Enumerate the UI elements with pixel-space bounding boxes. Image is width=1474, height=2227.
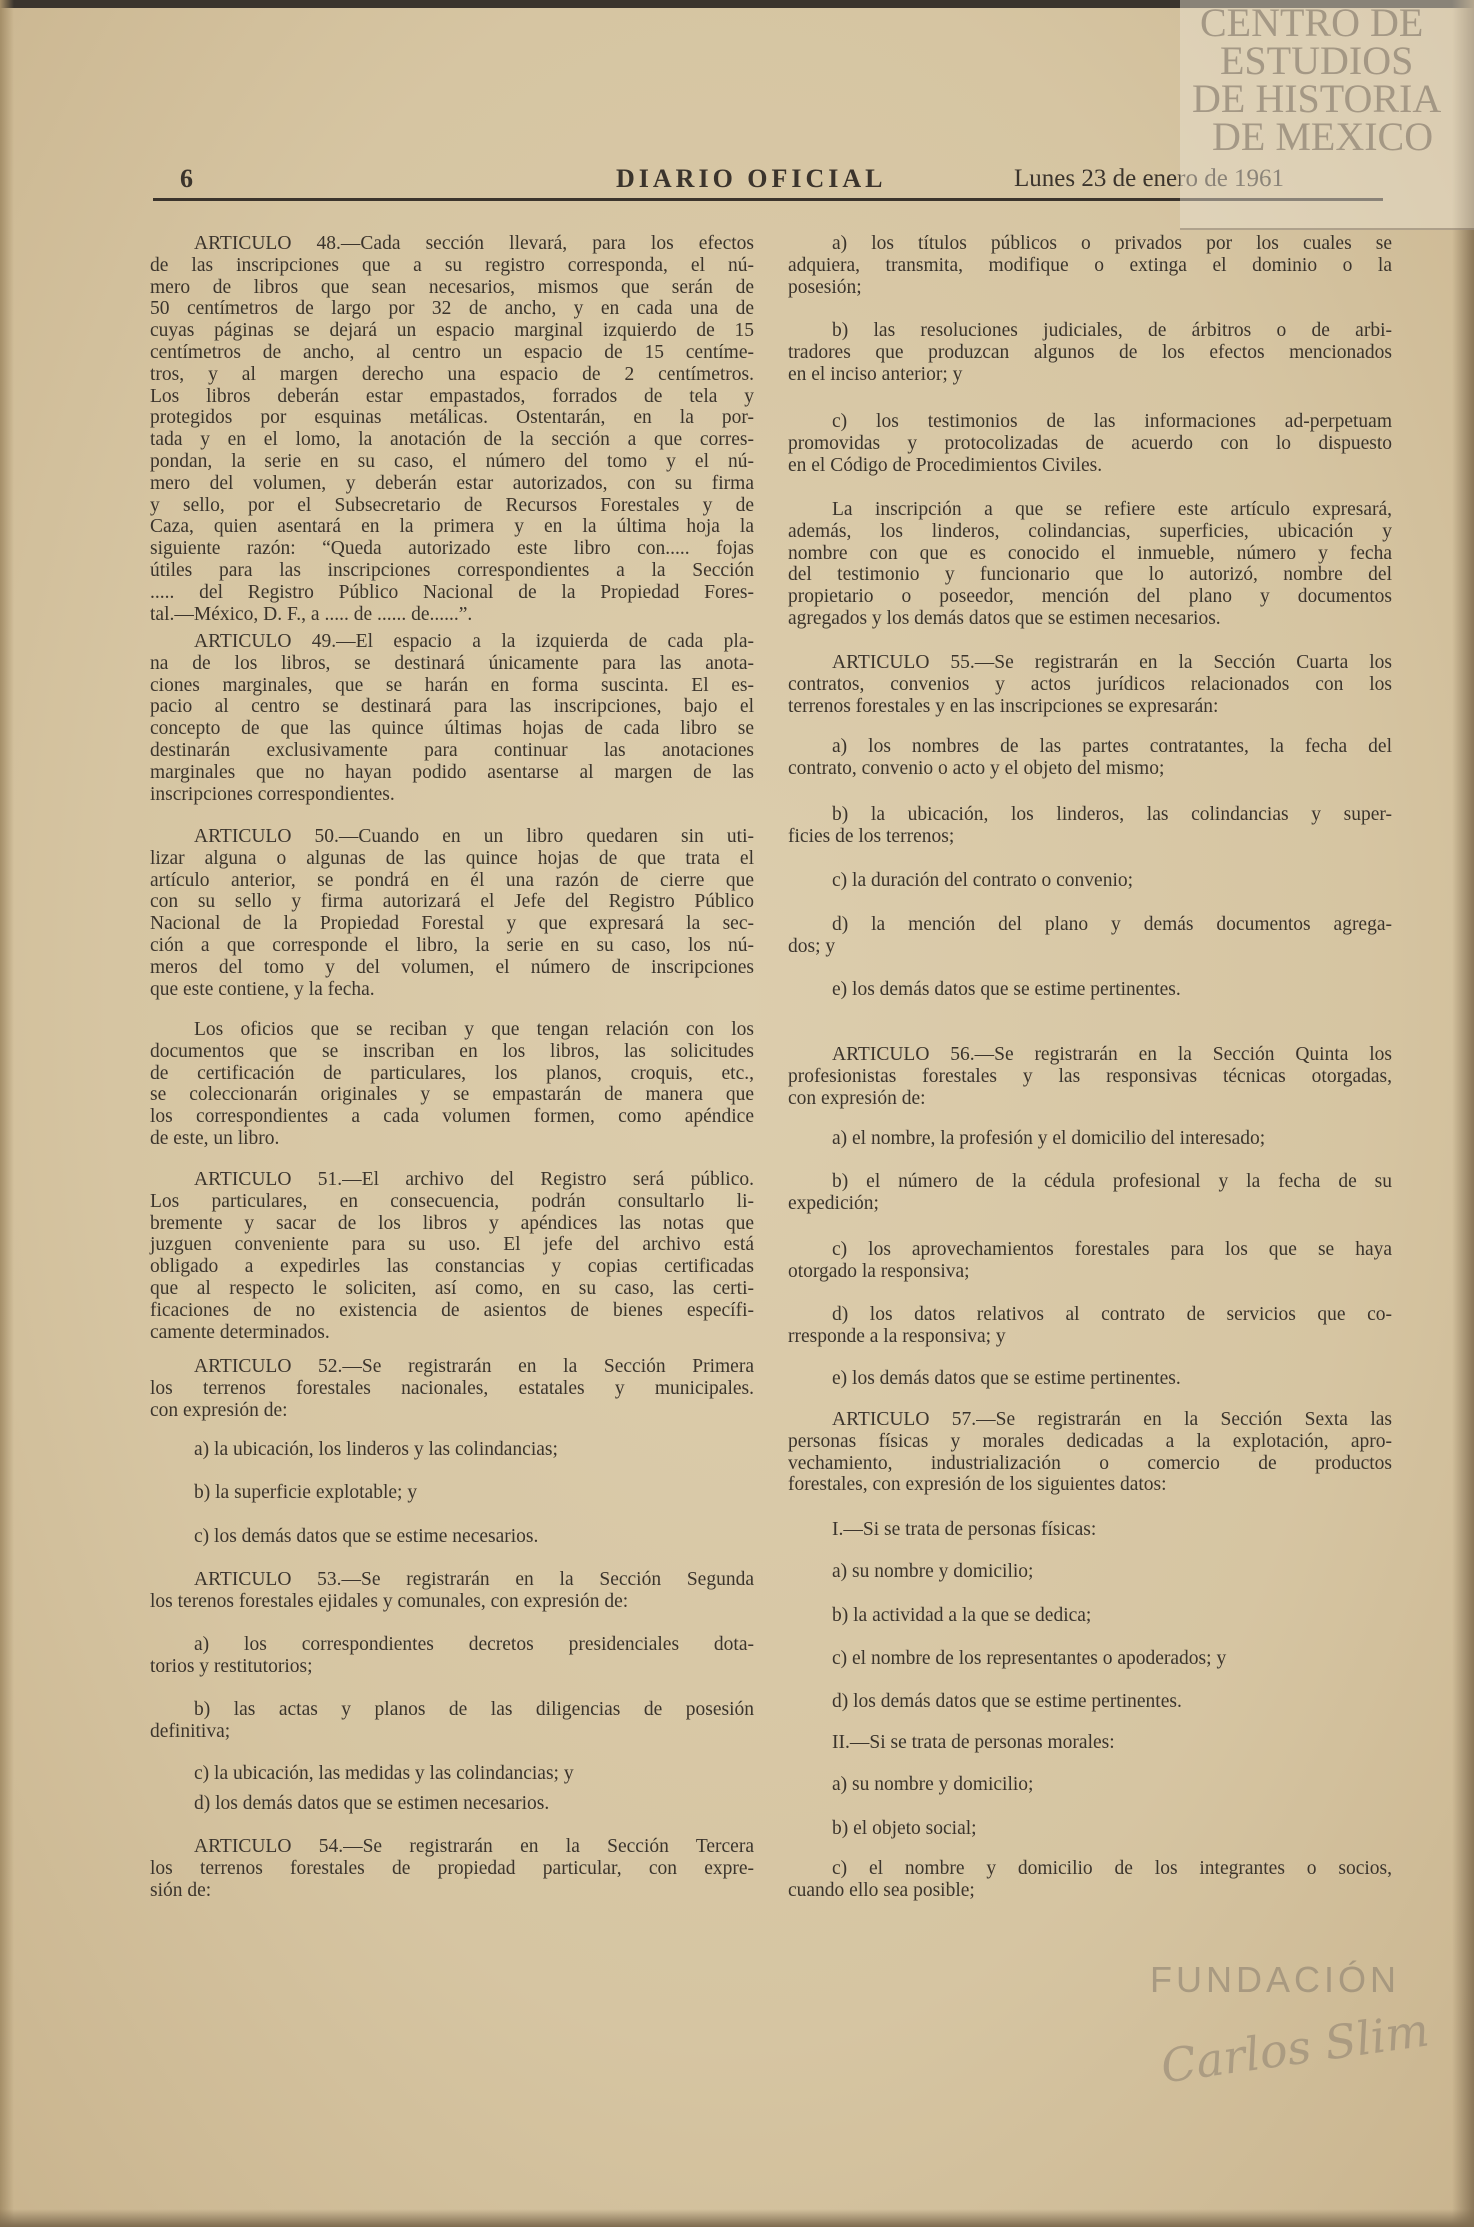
text-line: en el Código de Procedimientos Civiles. — [788, 454, 1103, 476]
text-line: ficies de los terrenos; — [788, 825, 955, 847]
text-line: a) los títulos públicos o privados por los cuales se — [832, 233, 1392, 254]
text-line: marginales que no hayan podido asentarse al margen de las — [150, 761, 754, 783]
text-line: que al respecto le soliciten, así como, en su caso, las certi- — [150, 1277, 754, 1299]
paragraph — [788, 870, 1392, 892]
text-line: en el inciso anterior; y — [788, 363, 963, 385]
paragraph — [788, 411, 1392, 476]
text-line: c) la ubicación, las medidas y las colindancias; y — [194, 1763, 574, 1784]
text-line: rresponde a la responsiva; y — [788, 1325, 1006, 1347]
paragraph — [788, 499, 1392, 630]
issue-date: Lunes 23 de enero de 1961 — [1014, 165, 1285, 192]
text-line: concepto de que las quince últimas hojas de cada libro se — [150, 718, 754, 740]
paragraph — [150, 1356, 754, 1421]
paragraph — [788, 1648, 1392, 1670]
paragraph — [150, 1019, 754, 1150]
text-line: definitiva; — [150, 1720, 231, 1742]
text-line: lizar alguna o algunas de las quince hojas de que trata el — [150, 847, 754, 869]
text-line: La inscripción a que se refiere este artículo expresará, — [832, 499, 1392, 520]
page-right-edge — [1452, 0, 1474, 2227]
text-line: adquiera, transmita, modifique o extinga el dominio o la — [788, 254, 1392, 276]
text-line: destinarán exclusivamente para continuar las anotaciones — [150, 739, 754, 761]
text-line: los terenos forestales ejidales y comunales, con expresión de: — [150, 1590, 629, 1612]
paragraph — [788, 1818, 1392, 1840]
paragraph — [788, 1239, 1392, 1283]
text-line: de certificación de particulares, los planos, croquis, etc., — [150, 1062, 754, 1084]
paragraph — [788, 1128, 1392, 1150]
text-line: profesionistas forestales y las responsivas técnicas otorgadas, — [788, 1065, 1392, 1087]
text-line: ficaciones de no existencia de asientos de bienes específi- — [150, 1299, 754, 1321]
text-line: b) la actividad a la que se dedica; — [832, 1605, 1092, 1626]
paragraph — [788, 1368, 1392, 1390]
text-line: Los libros deberán estar empastados, forrados de tela y — [150, 385, 754, 407]
text-line: a) los nombres de las partes contratantes, la fecha del — [832, 736, 1392, 757]
text-line: agregados y los demás datos que se estimen necesarios. — [788, 607, 1221, 629]
text-line: Los particulares, en consecuencia, podrán consultarlo li- — [150, 1190, 754, 1212]
watermark-divider — [1180, 228, 1474, 230]
paragraph — [788, 1691, 1392, 1713]
text-line: b) la superficie explotable; y — [194, 1482, 418, 1503]
text-line: Los oficios que se reciban y que tengan relación con los — [194, 1019, 754, 1040]
paragraph — [788, 1171, 1392, 1215]
text-line: además, los linderos, colindancias, superficies, ubicación y — [788, 520, 1392, 542]
paragraph — [150, 1634, 754, 1678]
text-line: y sello, por el Subsecretario de Recursos Forestales y de — [150, 494, 754, 516]
text-line: ARTICULO 49.—El espacio a la izquierda de cada pla- — [194, 631, 754, 652]
page-left-edge — [0, 0, 14, 2227]
text-line: b) la ubicación, los linderos, las colindancias y super- — [832, 804, 1392, 825]
text-line: siguiente razón: “Queda autorizado este libro con..... fojas — [150, 538, 754, 560]
text-line: Nacional de la Propiedad Forestal y que expresará la sec- — [150, 913, 754, 935]
text-line: c) la duración del contrato o convenio; — [832, 870, 1134, 891]
text-line: sión de: — [150, 1879, 212, 1901]
text-line: ARTICULO 54.—Se registrarán en la Sección Tercera — [194, 1836, 754, 1857]
text-line: útiles para las inscripciones correspondientes a la Sección — [150, 559, 754, 581]
text-line: terrenos forestales y en las inscripciones se expresarán: — [788, 695, 1219, 717]
text-line: ..... del Registro Público Nacional de la Propiedad Fores- — [150, 581, 754, 603]
text-line: b) las actas y planos de las diligencias de posesión — [194, 1699, 754, 1720]
text-line: d) los demás datos que se estime pertinentes. — [832, 1691, 1182, 1712]
text-line: ARTICULO 55.—Se registrarán en la Sección Cuarta los — [832, 652, 1392, 673]
paragraph — [788, 736, 1392, 780]
text-line: pacio al centro se destinará para las inscripciones, bajo el — [150, 696, 754, 718]
text-line: tal.—México, D. F., a ..... de ...... de......”. — [150, 603, 473, 625]
paragraph — [150, 1526, 754, 1548]
paragraph — [788, 1858, 1392, 1902]
text-line: ARTICULO 48.—Cada sección llevará, para los efectos — [194, 233, 754, 254]
text-line: propietario o poseedor, mención del plano y documentos — [788, 586, 1392, 608]
text-line: mero de libros que sean necesarios, mismos que serán de — [150, 276, 754, 298]
text-line: a) su nombre y domicilio; — [832, 1774, 1034, 1795]
text-line: del testimonio y funcionario que lo autorizó, nombre del — [788, 564, 1392, 586]
text-line: b) el objeto social; — [832, 1818, 977, 1839]
paragraph — [788, 1732, 1392, 1754]
text-line: 50 centímetros de largo por 32 de ancho, y en cada una de — [150, 298, 754, 320]
watermark-line: ESTUDIOS — [1220, 38, 1414, 83]
text-line: artículo anterior, se pondrá en él una razón de cierre que — [150, 869, 754, 891]
paragraph — [788, 652, 1392, 717]
text-line: con expresión de: — [150, 1399, 288, 1421]
paragraph — [150, 1763, 754, 1785]
text-line: c) los testimonios de las informaciones ad-perpetuam — [832, 411, 1392, 432]
text-line: pondan, la serie en su caso, el número del tomo y el nú- — [150, 450, 754, 472]
watermark-line: CENTRO DE — [1200, 0, 1424, 45]
text-line: ARTICULO 51.—El archivo del Registro será público. — [194, 1169, 754, 1190]
text-line: promovidas y protocolizadas de acuerdo con lo dispuesto — [788, 432, 1392, 454]
watermark-line: DE MEXICO — [1212, 114, 1434, 159]
paragraph — [150, 1699, 754, 1743]
text-line: b) el número de la cédula profesional y la fecha de su — [832, 1171, 1392, 1192]
text-line: a) su nombre y domicilio; — [832, 1561, 1034, 1582]
paragraph — [788, 1774, 1392, 1796]
text-line: posesión; — [788, 276, 862, 298]
paragraph — [150, 631, 754, 805]
text-line: c) el nombre y domicilio de los integrantes o socios, — [832, 1858, 1392, 1879]
masthead-title: DIARIO OFICIAL — [616, 164, 887, 193]
page-bottom-edge — [0, 2209, 1474, 2227]
text-line: contratos, convenios y actos jurídicos relacionados con los — [788, 673, 1392, 695]
text-line: tros, y al margen derecho una espacio de 2 centímetros. — [150, 363, 754, 385]
text-line: con su sello y firma autorizará el Jefe del Registro Público — [150, 891, 754, 913]
text-line: na de los libros, se destinará únicamente para las anota- — [150, 652, 754, 674]
paragraph — [788, 979, 1392, 1001]
text-line: bremente y sacar de los libros y apéndices las notas que — [150, 1212, 754, 1234]
text-line: protegidos por esquinas metálicas. Ostentarán, en la por- — [150, 407, 754, 429]
text-line: los correspondientes a cada volumen formen, como apéndice — [150, 1106, 754, 1128]
paragraph — [788, 1409, 1392, 1496]
text-line: nombre con que es conocido el inmueble, número y fecha — [788, 542, 1392, 564]
text-line: documentos que se inscriban en los libros, las solicitudes — [150, 1040, 754, 1062]
text-line: camente determinados. — [150, 1321, 330, 1343]
paragraph — [150, 1439, 754, 1461]
text-line: ARTICULO 53.—Se registrarán en la Sección Segunda — [194, 1569, 754, 1590]
text-line: centímetros de ancho, al centro un espacio de 15 centíme- — [150, 341, 754, 363]
text-line: tradores que produzcan algunos de los efectos mencionados — [788, 341, 1392, 363]
text-line: obligado a expedirles las constancias y copias certificadas — [150, 1256, 754, 1278]
text-line: c) el nombre de los representantes o apoderados; y — [832, 1648, 1227, 1669]
text-line: otorgado la responsiva; — [788, 1260, 970, 1282]
text-line: que este contiene, y la fecha. — [150, 978, 375, 1000]
text-line: ARTICULO 52.—Se registrarán en la Sección Primera — [194, 1356, 754, 1377]
paragraph — [788, 1561, 1392, 1583]
text-line: vechamiento, industrialización o comercio de productos — [788, 1452, 1392, 1474]
text-line: ARTICULO 50.—Cuando en un libro quedaren sin uti- — [194, 826, 754, 847]
text-line: ARTICULO 56.—Se registrarán en la Sección Quinta los — [832, 1044, 1392, 1065]
text-line: juzguen conveniente para su uso. El jefe del archivo está — [150, 1234, 754, 1256]
text-line: Caza, quien asentará en la primera y en la última hoja la — [150, 516, 754, 538]
watermark-signature: Carlos Slim — [1157, 2002, 1433, 2094]
paragraph — [788, 804, 1392, 848]
text-line: d) los datos relativos al contrato de servicios que co- — [832, 1304, 1392, 1325]
text-line: los terrenos forestales de propiedad particular, con expre- — [150, 1857, 754, 1879]
text-line: de este, un libro. — [150, 1127, 280, 1149]
text-line: forestales, con expresión de los siguientes datos: — [788, 1474, 1167, 1496]
text-line: a) la ubicación, los linderos y las colindancias; — [194, 1439, 558, 1460]
paragraph — [788, 914, 1392, 958]
paragraph — [150, 1482, 754, 1504]
paragraph — [788, 1519, 1392, 1541]
paragraph — [150, 1169, 754, 1343]
paragraph — [150, 1569, 754, 1613]
text-line: torios y restitutorios; — [150, 1655, 313, 1677]
text-line: cuando ello sea posible; — [788, 1879, 975, 1901]
text-line: meros del tomo y del volumen, el número de inscripciones — [150, 956, 754, 978]
text-line: ciones marginales, que se harán en forma suscinta. El es- — [150, 674, 754, 696]
text-line: tada y en el lomo, la anotación de la sección a que corres- — [150, 429, 754, 451]
text-line: expedición; — [788, 1192, 879, 1214]
text-line: a) los correspondientes decretos presidenciales dota- — [194, 1634, 754, 1655]
paragraph — [150, 1793, 754, 1815]
text-line: contrato, convenio o acto y el objeto del mismo; — [788, 757, 1165, 779]
paragraph — [150, 233, 754, 625]
text-line: ción a que corresponde el libro, la serie en su caso, los nú- — [150, 934, 754, 956]
paragraph — [788, 1044, 1392, 1109]
text-line: con expresión de: — [788, 1087, 926, 1109]
text-line: dos; y — [788, 935, 836, 957]
watermark-line: DE HISTORIA — [1192, 76, 1442, 121]
text-line: b) las resoluciones judiciales, de árbitros o de arbi- — [832, 320, 1392, 341]
text-line: ARTICULO 57.—Se registrarán en la Sección Sexta las — [832, 1409, 1392, 1430]
text-line: c) los aprovechamientos forestales para los que se haya — [832, 1239, 1392, 1260]
text-line: inscripciones correspondientes. — [150, 783, 395, 805]
text-line: cuyas páginas se dejará un espacio marginal izquierdo de 15 — [150, 320, 754, 342]
paragraph — [788, 320, 1392, 385]
text-line: a) el nombre, la profesión y el domicilio del interesado; — [832, 1128, 1266, 1149]
text-line: II.—Si se trata de personas morales: — [832, 1732, 1115, 1753]
watermark-foundation: FUNDACIÓN — [1150, 1959, 1400, 2000]
text-line: I.—Si se trata de personas físicas: — [832, 1519, 1097, 1540]
text-line: e) los demás datos que se estime pertinentes. — [832, 979, 1181, 1000]
text-line: los terrenos forestales nacionales, estatales y municipales. — [150, 1377, 754, 1399]
text-line: d) la mención del plano y demás documentos agrega- — [832, 914, 1392, 935]
text-line: de las inscripciones que a su registro corresponda, el nú- — [150, 254, 754, 276]
paragraph — [150, 826, 754, 1000]
text-line: c) los demás datos que se estime necesarios. — [194, 1526, 539, 1547]
text-line: personas físicas y morales dedicadas a la explotación, apro- — [788, 1430, 1392, 1452]
text-line: mero del volumen, y deberán estar autorizados, con su firma — [150, 472, 754, 494]
paragraph — [788, 233, 1392, 298]
paragraph — [150, 1836, 754, 1901]
text-line: se coleccionarán originales y se empastarán de manera que — [150, 1084, 754, 1106]
text-line: e) los demás datos que se estime pertinentes. — [832, 1368, 1181, 1389]
paragraph — [788, 1304, 1392, 1348]
text-line: d) los demás datos que se estimen necesarios. — [194, 1793, 550, 1814]
page-number: 6 — [180, 164, 193, 193]
paragraph — [788, 1605, 1392, 1627]
